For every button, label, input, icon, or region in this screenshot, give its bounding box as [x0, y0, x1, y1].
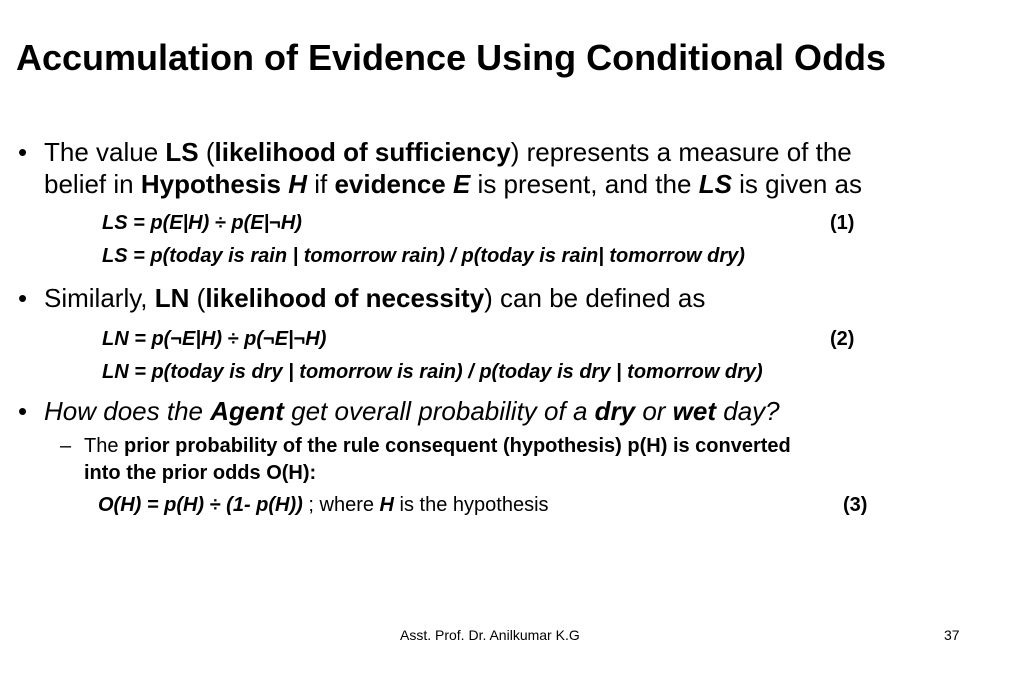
text: or [635, 396, 673, 426]
term-wet: wet [672, 396, 717, 426]
text: The [84, 435, 125, 457]
equation-1-formula: LS = p(E|H) ÷ p(E|¬H) [102, 212, 302, 234]
text: day? [716, 396, 780, 426]
bullet-marker: • [18, 396, 28, 426]
equation-3 [98, 492, 549, 518]
sub-bullet-dash: – [60, 435, 72, 457]
symbol-ls: LS [698, 169, 732, 199]
sub-bullet-bold-text: prior probability of the rule consequent (hypothesis) p(H) is converted [124, 435, 791, 457]
text: ) represents a measure of the [510, 137, 852, 167]
text: is present, and the [470, 169, 699, 199]
term-likelihood-of-necessity: likelihood of necessity [205, 283, 485, 313]
bullet-marker: • [18, 137, 28, 167]
term-evidence: evidence [334, 169, 453, 199]
bullet-2-line-1 [44, 282, 705, 314]
text: belief in [44, 169, 141, 199]
equation-2-number: (2) [830, 328, 855, 350]
sub-bullet-line-1 [84, 433, 791, 459]
equation-1-example [102, 243, 745, 269]
symbol-h: H [379, 494, 394, 516]
term-hypothesis: Hypothesis [140, 169, 289, 199]
sub-bullet-bold-text-2: into the prior odds O(H): [84, 462, 317, 484]
text: ( [198, 137, 215, 167]
text: The value [44, 137, 166, 167]
term-ls: LS [165, 137, 199, 167]
bullet-1-line-1 [44, 136, 852, 168]
bullet-marker: • [18, 283, 28, 313]
equation-1-number: (1) [830, 212, 855, 234]
term-ln: LN [154, 283, 190, 313]
slide-title: Accumulation of Evidence Using Conditional Odds [16, 37, 887, 78]
term-agent: Agent [210, 396, 284, 426]
equation-1 [102, 210, 302, 236]
sub-bullet-line-2 [84, 460, 316, 486]
term-dry: dry [594, 396, 636, 426]
equation-3-formula: O(H) = p(H) ÷ (1- p(H)) [98, 494, 303, 516]
text: How does the [44, 396, 211, 426]
text: if [307, 169, 335, 199]
equation-2-example [102, 359, 763, 385]
text: get overall probability of a [283, 396, 595, 426]
symbol-e: E [452, 169, 471, 199]
symbol-h: H [288, 169, 307, 199]
text: ) can be defined as [484, 283, 706, 313]
equation-2-example-text: LN = p(today is dry | tomorrow is rain) / p(today is dry | tomorrow dry) [102, 361, 763, 383]
text: ( [189, 283, 206, 313]
text: ; where [302, 494, 380, 516]
equation-1-example-text: LS = p(today is rain | tomorrow rain) / p(today is rain| tomorrow dry) [102, 245, 745, 267]
term-likelihood-of-sufficiency: likelihood of sufficiency [214, 137, 511, 167]
equation-2-formula: LN = p(¬E|H) ÷ p(¬E|¬H) [102, 328, 327, 350]
footer-author: Asst. Prof. Dr. Anilkumar K.G [400, 627, 580, 643]
bullet-3-line-1 [44, 395, 780, 427]
equation-2 [102, 326, 326, 352]
bullet-1-line-2 [44, 168, 862, 200]
page-number: 37 [944, 627, 960, 643]
equation-3-number: (3) [843, 494, 868, 516]
text: Similarly, [44, 283, 155, 313]
text: is the hypothesis [393, 494, 549, 516]
text: is given as [731, 169, 862, 199]
